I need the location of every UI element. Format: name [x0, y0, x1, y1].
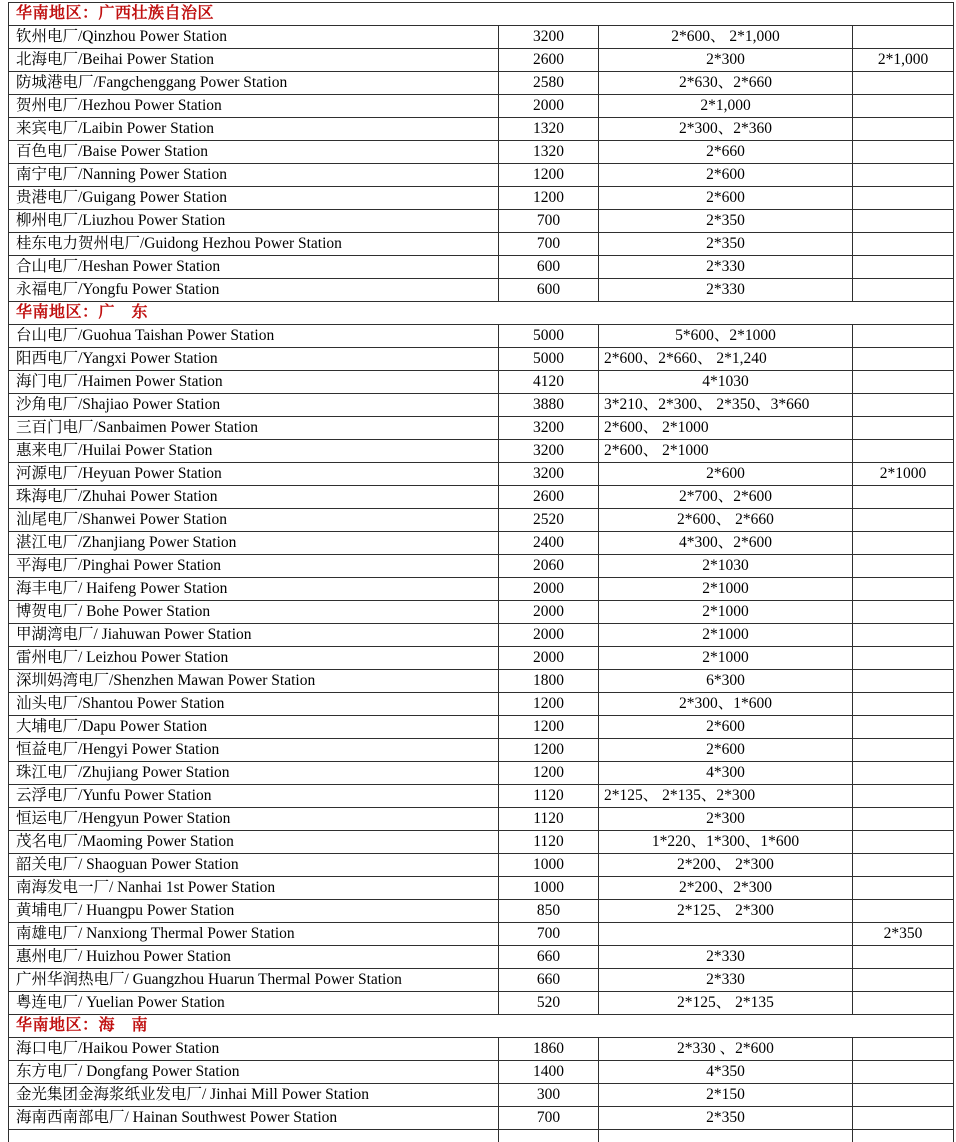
section-header: 华南地区：广 东: [9, 302, 954, 325]
capacity-cell: 2000: [499, 578, 599, 601]
capacity-cell: 3200: [499, 26, 599, 49]
station-row: [9, 210, 954, 233]
capacity-cell: 2600: [499, 486, 599, 509]
units-cell: 2*600: [599, 739, 853, 762]
station-row: [9, 670, 954, 693]
units-cell: 2*125、 2*135、2*300: [599, 785, 853, 808]
station-name-cell: 汕头电厂/Shantou Power Station: [9, 693, 499, 716]
units-cell: 4*300、2*600: [599, 532, 853, 555]
station-name-cell: 湛江电厂/Zhanjiang Power Station: [9, 532, 499, 555]
station-name-cell: 海门电厂/Haimen Power Station: [9, 371, 499, 394]
station-name-cell: 金光集团金海浆纸业发电厂/ Jinhai Mill Power Station: [9, 1084, 499, 1107]
units-extra-cell: [853, 394, 954, 417]
station-row: [9, 417, 954, 440]
capacity-cell: 1400: [499, 1061, 599, 1084]
units-extra-cell: 2*1000: [853, 463, 954, 486]
station-row: [9, 601, 954, 624]
units-extra-cell: [853, 601, 954, 624]
units-cell: 2*350: [599, 233, 853, 256]
units-cell: 2*300: [599, 808, 853, 831]
units-cell: 2*350: [599, 1107, 853, 1130]
station-name-cell: 海南西南部电厂/ Hainan Southwest Power Station: [9, 1107, 499, 1130]
capacity-cell: 3880: [499, 394, 599, 417]
units-extra-cell: [853, 785, 954, 808]
capacity-cell: 5000: [499, 348, 599, 371]
section-header: 华南地区：广西壮族自治区: [9, 3, 954, 26]
units-extra-cell: [853, 739, 954, 762]
units-extra-cell: [853, 693, 954, 716]
units-cell: 2*700、2*600: [599, 486, 853, 509]
units-extra-cell: [853, 900, 954, 923]
station-name-cell: 百色电厂/Baise Power Station: [9, 141, 499, 164]
units-cell: 2*330 、2*600: [599, 1038, 853, 1061]
station-name-cell: 海丰电厂/ Haifeng Power Station: [9, 578, 499, 601]
station-name-cell: 粤连电厂/ Yuelian Power Station: [9, 992, 499, 1015]
station-name-cell: 甲湖湾电厂/ Jiahuwan Power Station: [9, 624, 499, 647]
station-name-cell: 台山电厂/Guohua Taishan Power Station: [9, 325, 499, 348]
units-extra-cell: [853, 233, 954, 256]
units-extra-cell: [853, 256, 954, 279]
station-name-cell: 黄埔电厂/ Huangpu Power Station: [9, 900, 499, 923]
units-extra-cell: [853, 1084, 954, 1107]
station-name-cell: 茂名电厂/Maoming Power Station: [9, 831, 499, 854]
units-cell: 2*600: [599, 187, 853, 210]
units-extra-cell: [853, 624, 954, 647]
station-row: [9, 877, 954, 900]
units-cell: 2*1000: [599, 601, 853, 624]
units-cell: [599, 923, 853, 946]
station-row: [9, 371, 954, 394]
units-extra-cell: [853, 486, 954, 509]
units-cell: 2*1000: [599, 578, 853, 601]
units-extra-cell: [853, 95, 954, 118]
capacity-cell: 1000: [499, 877, 599, 900]
capacity-cell: 700: [499, 1107, 599, 1130]
capacity-cell: 2580: [499, 72, 599, 95]
station-row: [9, 1038, 954, 1061]
station-name-cell: 惠来电厂/Huilai Power Station: [9, 440, 499, 463]
power-stations-table: [8, 2, 954, 1142]
units-extra-cell: [853, 808, 954, 831]
units-cell: 2*300: [599, 49, 853, 72]
capacity-cell: 2000: [499, 624, 599, 647]
station-row: [9, 624, 954, 647]
units-extra-cell: [853, 210, 954, 233]
station-row: [9, 118, 954, 141]
units-cell: 2*330: [599, 946, 853, 969]
units-cell: 2*600、 2*1000: [599, 417, 853, 440]
units-extra-cell: [853, 325, 954, 348]
station-row: [9, 693, 954, 716]
units-extra-cell: [853, 578, 954, 601]
capacity-cell: 1200: [499, 739, 599, 762]
station-name-cell: 平海电厂/Pinghai Power Station: [9, 555, 499, 578]
station-row: [9, 946, 954, 969]
station-name-cell: 合山电厂/Heshan Power Station: [9, 256, 499, 279]
units-cell: 2*330: [599, 969, 853, 992]
station-row: [9, 762, 954, 785]
capacity-cell: 850: [499, 900, 599, 923]
capacity-cell: 1120: [499, 831, 599, 854]
units-extra-cell: [853, 946, 954, 969]
units-cell: 2*300、1*600: [599, 693, 853, 716]
station-row: [9, 969, 954, 992]
units-cell: 5*600、2*1000: [599, 325, 853, 348]
capacity-cell: 660: [499, 969, 599, 992]
capacity-cell: 1000: [499, 854, 599, 877]
station-row: [9, 95, 954, 118]
units-cell: 2*1,000: [599, 95, 853, 118]
station-name-cell: 防城港电厂/Fangchenggang Power Station: [9, 72, 499, 95]
units-cell: 2*330: [599, 256, 853, 279]
capacity-cell: 1320: [499, 118, 599, 141]
capacity-cell: 520: [499, 992, 599, 1015]
station-name-cell: 北海电厂/Beihai Power Station: [9, 49, 499, 72]
units-cell: 2*330: [599, 279, 853, 302]
station-name-cell: 恒益电厂/Hengyi Power Station: [9, 739, 499, 762]
units-extra-cell: [853, 1061, 954, 1084]
capacity-cell: 2600: [499, 49, 599, 72]
units-extra-cell: [853, 532, 954, 555]
units-cell: 2*1000: [599, 624, 853, 647]
units-cell: 2*1030: [599, 555, 853, 578]
station-row: [9, 72, 954, 95]
units-extra-cell: 2*1,000: [853, 49, 954, 72]
units-cell: 2*600、 2*1000: [599, 440, 853, 463]
units-extra-cell: [853, 509, 954, 532]
station-name-cell: 韶关电厂/ Shaoguan Power Station: [9, 854, 499, 877]
units-cell: 6*300: [599, 670, 853, 693]
capacity-cell: 1320: [499, 141, 599, 164]
section-header-row: [9, 3, 954, 26]
station-name-cell: 沙角电厂/Shajiao Power Station: [9, 394, 499, 417]
station-name-cell: 惠州电厂/ Huizhou Power Station: [9, 946, 499, 969]
station-row: [9, 854, 954, 877]
empty-cell: [853, 1130, 954, 1142]
station-name-cell: 雷州电厂/ Leizhou Power Station: [9, 647, 499, 670]
station-row: [9, 900, 954, 923]
station-row: [9, 739, 954, 762]
station-row: [9, 279, 954, 302]
station-name-cell: 恒运电厂/Hengyun Power Station: [9, 808, 499, 831]
capacity-cell: 1860: [499, 1038, 599, 1061]
capacity-cell: 2000: [499, 647, 599, 670]
capacity-cell: 700: [499, 233, 599, 256]
station-name-cell: 桂东电力贺州电厂/Guidong Hezhou Power Station: [9, 233, 499, 256]
station-row: [9, 1084, 954, 1107]
capacity-cell: 1200: [499, 716, 599, 739]
empty-cell: [9, 1130, 499, 1142]
capacity-cell: 600: [499, 279, 599, 302]
capacity-cell: 2400: [499, 532, 599, 555]
station-row: [9, 785, 954, 808]
units-cell: 2*600、 2*660: [599, 509, 853, 532]
units-extra-cell: [853, 417, 954, 440]
units-extra-cell: [853, 992, 954, 1015]
capacity-cell: 3200: [499, 417, 599, 440]
station-row: [9, 463, 954, 486]
units-cell: 2*600: [599, 164, 853, 187]
station-row: [9, 509, 954, 532]
units-extra-cell: [853, 762, 954, 785]
station-row: [9, 486, 954, 509]
capacity-cell: 1120: [499, 785, 599, 808]
units-extra-cell: [853, 440, 954, 463]
section-header: 华南地区：海 南: [9, 1015, 954, 1038]
station-row: [9, 647, 954, 670]
station-row: [9, 1107, 954, 1130]
units-cell: 2*200、 2*300: [599, 854, 853, 877]
capacity-cell: 300: [499, 1084, 599, 1107]
station-row: [9, 808, 954, 831]
capacity-cell: 5000: [499, 325, 599, 348]
station-row: [9, 325, 954, 348]
station-name-cell: 三百门电厂/Sanbaimen Power Station: [9, 417, 499, 440]
power-table-body: [9, 3, 954, 1142]
units-extra-cell: [853, 279, 954, 302]
capacity-cell: 2520: [499, 509, 599, 532]
capacity-cell: 3200: [499, 463, 599, 486]
station-name-cell: 柳州电厂/Liuzhou Power Station: [9, 210, 499, 233]
section-header-row: [9, 1015, 954, 1038]
units-extra-cell: [853, 647, 954, 670]
units-cell: 2*1000: [599, 647, 853, 670]
station-row: [9, 256, 954, 279]
station-name-cell: 钦州电厂/Qinzhou Power Station: [9, 26, 499, 49]
units-cell: 2*300、2*360: [599, 118, 853, 141]
partial-row: [9, 1130, 954, 1142]
station-row: [9, 923, 954, 946]
units-cell: 2*660: [599, 141, 853, 164]
capacity-cell: 600: [499, 256, 599, 279]
units-cell: 4*300: [599, 762, 853, 785]
units-extra-cell: [853, 187, 954, 210]
units-extra-cell: [853, 371, 954, 394]
station-name-cell: 贺州电厂/Hezhou Power Station: [9, 95, 499, 118]
units-extra-cell: [853, 72, 954, 95]
station-row: [9, 555, 954, 578]
station-name-cell: 广州华润热电厂/ Guangzhou Huarun Thermal Power Station: [9, 969, 499, 992]
station-name-cell: 珠海电厂/Zhuhai Power Station: [9, 486, 499, 509]
capacity-cell: 700: [499, 210, 599, 233]
capacity-cell: 660: [499, 946, 599, 969]
station-row: [9, 831, 954, 854]
section-header-row: [9, 302, 954, 325]
station-name-cell: 大埔电厂/Dapu Power Station: [9, 716, 499, 739]
units-cell: 2*150: [599, 1084, 853, 1107]
units-cell: 3*210、2*300、 2*350、3*660: [599, 394, 853, 417]
units-extra-cell: 2*350: [853, 923, 954, 946]
station-row: [9, 532, 954, 555]
station-row: [9, 716, 954, 739]
empty-cell: [599, 1130, 853, 1142]
station-name-cell: 阳西电厂/Yangxi Power Station: [9, 348, 499, 371]
units-cell: 4*350: [599, 1061, 853, 1084]
station-name-cell: 东方电厂/ Dongfang Power Station: [9, 1061, 499, 1084]
units-extra-cell: [853, 26, 954, 49]
units-extra-cell: [853, 831, 954, 854]
capacity-cell: 700: [499, 923, 599, 946]
station-row: [9, 187, 954, 210]
station-name-cell: 海口电厂/Haikou Power Station: [9, 1038, 499, 1061]
units-cell: 2*600: [599, 716, 853, 739]
units-cell: 2*125、 2*135: [599, 992, 853, 1015]
units-extra-cell: [853, 670, 954, 693]
station-name-cell: 河源电厂/Heyuan Power Station: [9, 463, 499, 486]
units-cell: 2*350: [599, 210, 853, 233]
capacity-cell: 1200: [499, 187, 599, 210]
station-row: [9, 1061, 954, 1084]
units-cell: 2*600、2*660、 2*1,240: [599, 348, 853, 371]
capacity-cell: 2000: [499, 95, 599, 118]
station-name-cell: 南海发电一厂/ Nanhai 1st Power Station: [9, 877, 499, 900]
units-extra-cell: [853, 1107, 954, 1130]
capacity-cell: 4120: [499, 371, 599, 394]
units-cell: 4*1030: [599, 371, 853, 394]
station-row: [9, 26, 954, 49]
capacity-cell: 1800: [499, 670, 599, 693]
units-extra-cell: [853, 118, 954, 141]
station-row: [9, 233, 954, 256]
capacity-cell: 3200: [499, 440, 599, 463]
units-extra-cell: [853, 969, 954, 992]
station-row: [9, 440, 954, 463]
capacity-cell: 1120: [499, 808, 599, 831]
units-cell: 2*630、2*660: [599, 72, 853, 95]
station-row: [9, 992, 954, 1015]
station-row: [9, 578, 954, 601]
units-cell: 2*600、 2*1,000: [599, 26, 853, 49]
station-name-cell: 永福电厂/Yongfu Power Station: [9, 279, 499, 302]
station-name-cell: 来宾电厂/Laibin Power Station: [9, 118, 499, 141]
capacity-cell: 2000: [499, 601, 599, 624]
station-row: [9, 164, 954, 187]
station-name-cell: 博贺电厂/ Bohe Power Station: [9, 601, 499, 624]
units-extra-cell: [853, 555, 954, 578]
units-cell: 2*125、 2*300: [599, 900, 853, 923]
capacity-cell: 2060: [499, 555, 599, 578]
empty-cell: [499, 1130, 599, 1142]
units-extra-cell: [853, 141, 954, 164]
station-row: [9, 348, 954, 371]
units-extra-cell: [853, 164, 954, 187]
units-extra-cell: [853, 348, 954, 371]
station-name-cell: 贵港电厂/Guigang Power Station: [9, 187, 499, 210]
station-row: [9, 141, 954, 164]
station-name-cell: 南雄电厂/ Nanxiong Thermal Power Station: [9, 923, 499, 946]
station-name-cell: 深圳妈湾电厂/Shenzhen Mawan Power Station: [9, 670, 499, 693]
station-row: [9, 49, 954, 72]
station-name-cell: 云浮电厂/Yunfu Power Station: [9, 785, 499, 808]
units-cell: 2*200、2*300: [599, 877, 853, 900]
capacity-cell: 1200: [499, 762, 599, 785]
station-name-cell: 南宁电厂/Nanning Power Station: [9, 164, 499, 187]
units-extra-cell: [853, 854, 954, 877]
units-extra-cell: [853, 877, 954, 900]
units-extra-cell: [853, 716, 954, 739]
capacity-cell: 1200: [499, 164, 599, 187]
units-cell: 1*220、1*300、1*600: [599, 831, 853, 854]
units-extra-cell: [853, 1038, 954, 1061]
station-row: [9, 394, 954, 417]
units-cell: 2*600: [599, 463, 853, 486]
capacity-cell: 1200: [499, 693, 599, 716]
station-name-cell: 珠江电厂/Zhujiang Power Station: [9, 762, 499, 785]
station-name-cell: 汕尾电厂/Shanwei Power Station: [9, 509, 499, 532]
